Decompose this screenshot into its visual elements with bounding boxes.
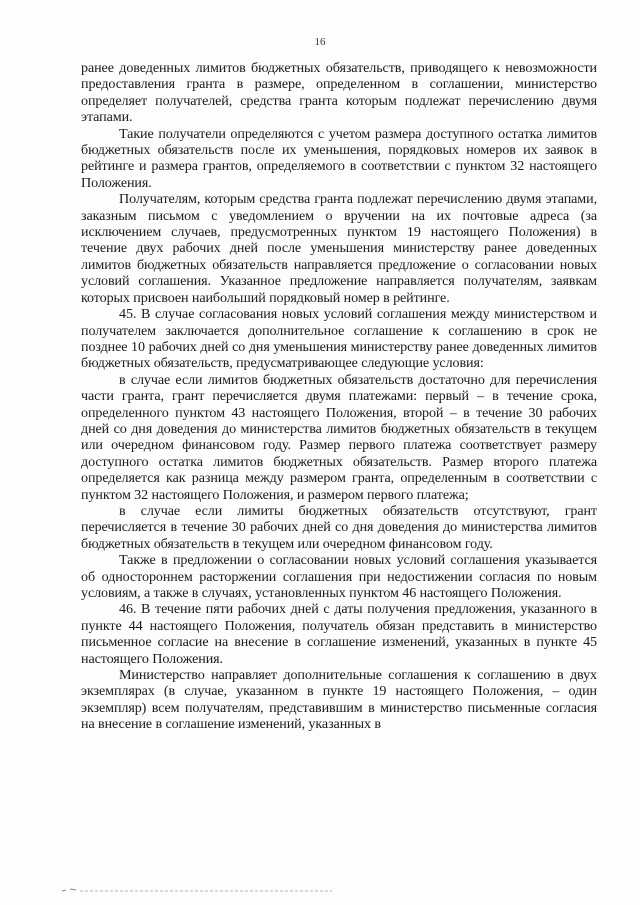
paragraph: Министерство направляет дополнительные соглашения к соглашению в двух экземплярах (в случае, указанном в пункте 19 настоящего Положения, – один экземпляр) всем получателям, представившим в министерство письменные согласия на внесение в соглашение изменений, указанных в [81, 667, 597, 733]
paragraph: Такие получатели определяются с учетом размера доступного остатка лимитов бюджетных обязательств после их уменьшения, порядковых номеров их заявок в рейтинге и размера грантов, определяемого в соответствии с пунктом 32 настоящего Положения. [81, 125, 597, 191]
paragraph: Получателям, которым средства гранта подлежат перечислению двумя этапами, заказным письмом с уведомлением о вручении на их почтовые адреса (за исключением случаев, предусмотренных пунктом 19 настоящего Положения) в течение двух рабочих дней после уменьшения министерству ранее доведенных лимитов бюджетных обязательств направляется предложение о согласовании новых условий соглашения. Указанное предложение направляется получателям, заявкам которых присвоен наибольший порядковый номер в рейтинге. [81, 191, 597, 306]
document-body [81, 60, 597, 733]
paragraph: в случае если лимитов бюджетных обязательств достаточно для перечисления части гранта, грант перечисляется двумя платежами: первый – в течение срока, определенного пунктом 43 настоящего Положения, второй – в течение 30 рабочих дней со дня доведения до министерства лимитов бюджетных обязательств в текущем или очередном финансовом году. Размер первого платежа соответствует размеру доступного остатка лимитов бюджетных обязательств. Размер второго платежа определяется как разница между размером гранта, определенным в соответствии с пунктом 32 настоящего Положения, и размером первого платежа; [81, 371, 597, 503]
paragraph: в случае если лимиты бюджетных обязательств отсутствуют, грант перечисляется в течение 30 рабочих дней со дня доведения до министерства лимитов бюджетных обязательств в текущем или очередном финансовом году. [81, 502, 597, 552]
paragraph-continuation: ранее доведенных лимитов бюджетных обязательств, приводящего к невозможности предоставления гранта в размере, определенном в соглашении, министерство определяет получателей, средства гранта которым подлежат перечислению двумя этапами. [81, 60, 597, 126]
paragraph: Также в предложении о согласовании новых условий соглашения указывается об одностороннем расторжении соглашения при недостижении согласия по новым условиям, а также в случаях, установленных пунктом 46 настоящего Положения. [81, 552, 597, 601]
paragraph-clause-46: 46. В течение пяти рабочих дней с даты получения предложения, указанного в пункте 44 настоящего Положения, получатель обязан представить в министерство письменное согласие на внесение в соглашение изменений, указанных в пункте 45 настоящего Положения. [81, 601, 597, 667]
scan-artifact [62, 886, 332, 894]
page-number: 16 [314, 36, 326, 48]
paragraph-clause-45: 45. В случае согласования новых условий соглашения между министерством и получателем заключается дополнительное соглашение к соглашению в срок не позднее 10 рабочих дней со дня уменьшения министерству ранее доведенных лимитов бюджетных обязательств, предусматривающее следующие условия: [81, 306, 597, 372]
